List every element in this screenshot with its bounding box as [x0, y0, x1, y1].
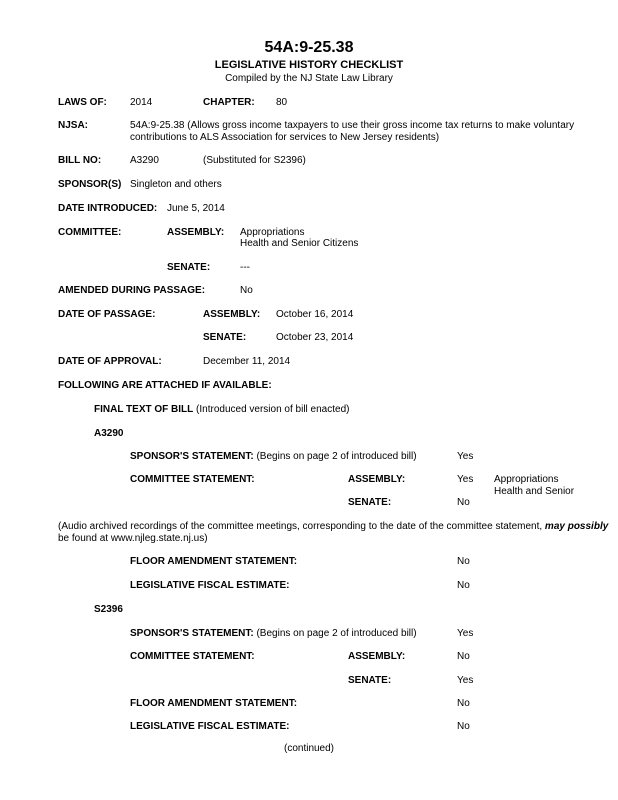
date-of-approval-value: December 11, 2014 — [203, 356, 291, 367]
audio-note-line-2: be found at www.njleg.state.nj.us) — [58, 533, 208, 544]
s2396-sponsor-label: SPONSOR'S STATEMENT: — [130, 628, 254, 639]
a3290-assembly-label: ASSEMBLY: — [348, 474, 406, 485]
chapter-value: 80 — [276, 97, 288, 108]
date-of-passage-label: DATE OF PASSAGE: — [58, 309, 156, 320]
a3290-floor-label: FLOOR AMENDMENT STATEMENT: — [130, 556, 298, 567]
audio-note-emphasis: may possibly — [544, 521, 609, 532]
s2396-fiscal-label: LEGISLATIVE FISCAL ESTIMATE: — [130, 721, 290, 732]
njsa-line-2: contributions to ALS Association for services to New Jersey residents) — [130, 132, 440, 143]
laws-of-label: LAWS OF: — [58, 97, 107, 108]
a3290-sponsor-line — [130, 451, 417, 463]
njsa-label: NJSA: — [58, 120, 89, 131]
bill-no-value: A3290 — [130, 155, 159, 166]
a3290-senate-value: No — [457, 497, 470, 508]
committee-assembly-label: ASSEMBLY: — [167, 227, 225, 238]
a3290-fiscal-label: LEGISLATIVE FISCAL ESTIMATE: — [130, 580, 290, 591]
bill-no-label: BILL NO: — [58, 155, 102, 166]
committee-senate-value: --- — [240, 262, 250, 273]
s2396-senate-value: Yes — [457, 675, 474, 686]
s2396-fiscal-value: No — [457, 721, 470, 732]
statute-title: 54A:9-25.38 — [264, 39, 354, 56]
committee-assembly-2: Health and Senior Citizens — [240, 238, 359, 249]
sponsors-value: Singleton and others — [130, 179, 222, 190]
a3290-assembly-value: Yes — [457, 474, 474, 485]
s2396-floor-label: FLOOR AMENDMENT STATEMENT: — [130, 698, 298, 709]
committee-senate-label: SENATE: — [167, 262, 211, 273]
audio-note-text: (Audio archived recordings of the committee meetings, corresponding to the date of the committee statement, — [58, 521, 543, 532]
passage-senate-label: SENATE: — [203, 332, 247, 343]
a3290-assembly-committee-2: Health and Senior — [494, 486, 575, 497]
a3290-assembly-committee-1: Appropriations — [494, 474, 559, 485]
a3290-sponsor-value: Yes — [457, 451, 474, 462]
njsa-line-1: 54A:9-25.38 (Allows gross income taxpayers to use their gross income tax returns to make voluntary — [130, 120, 575, 131]
laws-of-value: 2014 — [130, 97, 153, 108]
a3290-senate-label: SENATE: — [348, 497, 392, 508]
a3290-heading: A3290 — [94, 428, 124, 439]
s2396-floor-value: No — [457, 698, 470, 709]
committee-label: COMMITTEE: — [58, 227, 122, 238]
bill-substitution-note: (Substituted for S2396) — [203, 155, 306, 166]
sponsors-label: SPONSOR(S) — [58, 179, 122, 190]
s2396-committee-label: COMMITTEE STATEMENT: — [130, 651, 255, 662]
continued-note: (continued) — [283, 743, 335, 754]
passage-assembly-label: ASSEMBLY: — [203, 309, 261, 320]
s2396-assembly-value: No — [457, 651, 470, 662]
s2396-sponsor-line — [130, 628, 417, 640]
a3290-committee-label: COMMITTEE STATEMENT: — [130, 474, 255, 485]
s2396-assembly-label: ASSEMBLY: — [348, 651, 406, 662]
chapter-label: CHAPTER: — [203, 97, 255, 108]
committee-assembly-1: Appropriations — [240, 227, 305, 238]
s2396-heading: S2396 — [94, 604, 123, 615]
final-text-label: FINAL TEXT OF BILL — [94, 404, 194, 415]
amended-value: No — [240, 285, 253, 296]
compiled-by: Compiled by the NJ State Law Library — [225, 73, 393, 84]
date-of-approval-label: DATE OF APPROVAL: — [58, 356, 162, 367]
attachments-heading: FOLLOWING ARE ATTACHED IF AVAILABLE: — [58, 380, 272, 391]
final-text-line — [94, 404, 349, 416]
date-introduced-label: DATE INTRODUCED: — [58, 203, 158, 214]
passage-senate-value: October 23, 2014 — [276, 332, 354, 343]
s2396-sponsor-value: Yes — [457, 628, 474, 639]
a3290-floor-value: No — [457, 556, 470, 567]
date-introduced-value: June 5, 2014 — [167, 203, 225, 214]
s2396-senate-label: SENATE: — [348, 675, 392, 686]
a3290-sponsor-note: (Begins on page 2 of introduced bill) — [256, 451, 417, 462]
s2396-sponsor-note: (Begins on page 2 of introduced bill) — [256, 628, 417, 639]
audio-note-line-1 — [58, 521, 608, 533]
amended-label: AMENDED DURING PASSAGE: — [58, 285, 206, 296]
passage-assembly-value: October 16, 2014 — [276, 309, 354, 320]
a3290-sponsor-label: SPONSOR'S STATEMENT: — [130, 451, 254, 462]
final-text-note: (Introduced version of bill enacted) — [196, 404, 350, 415]
a3290-fiscal-value: No — [457, 580, 470, 591]
page-title: LEGISLATIVE HISTORY CHECKLIST — [214, 59, 404, 71]
